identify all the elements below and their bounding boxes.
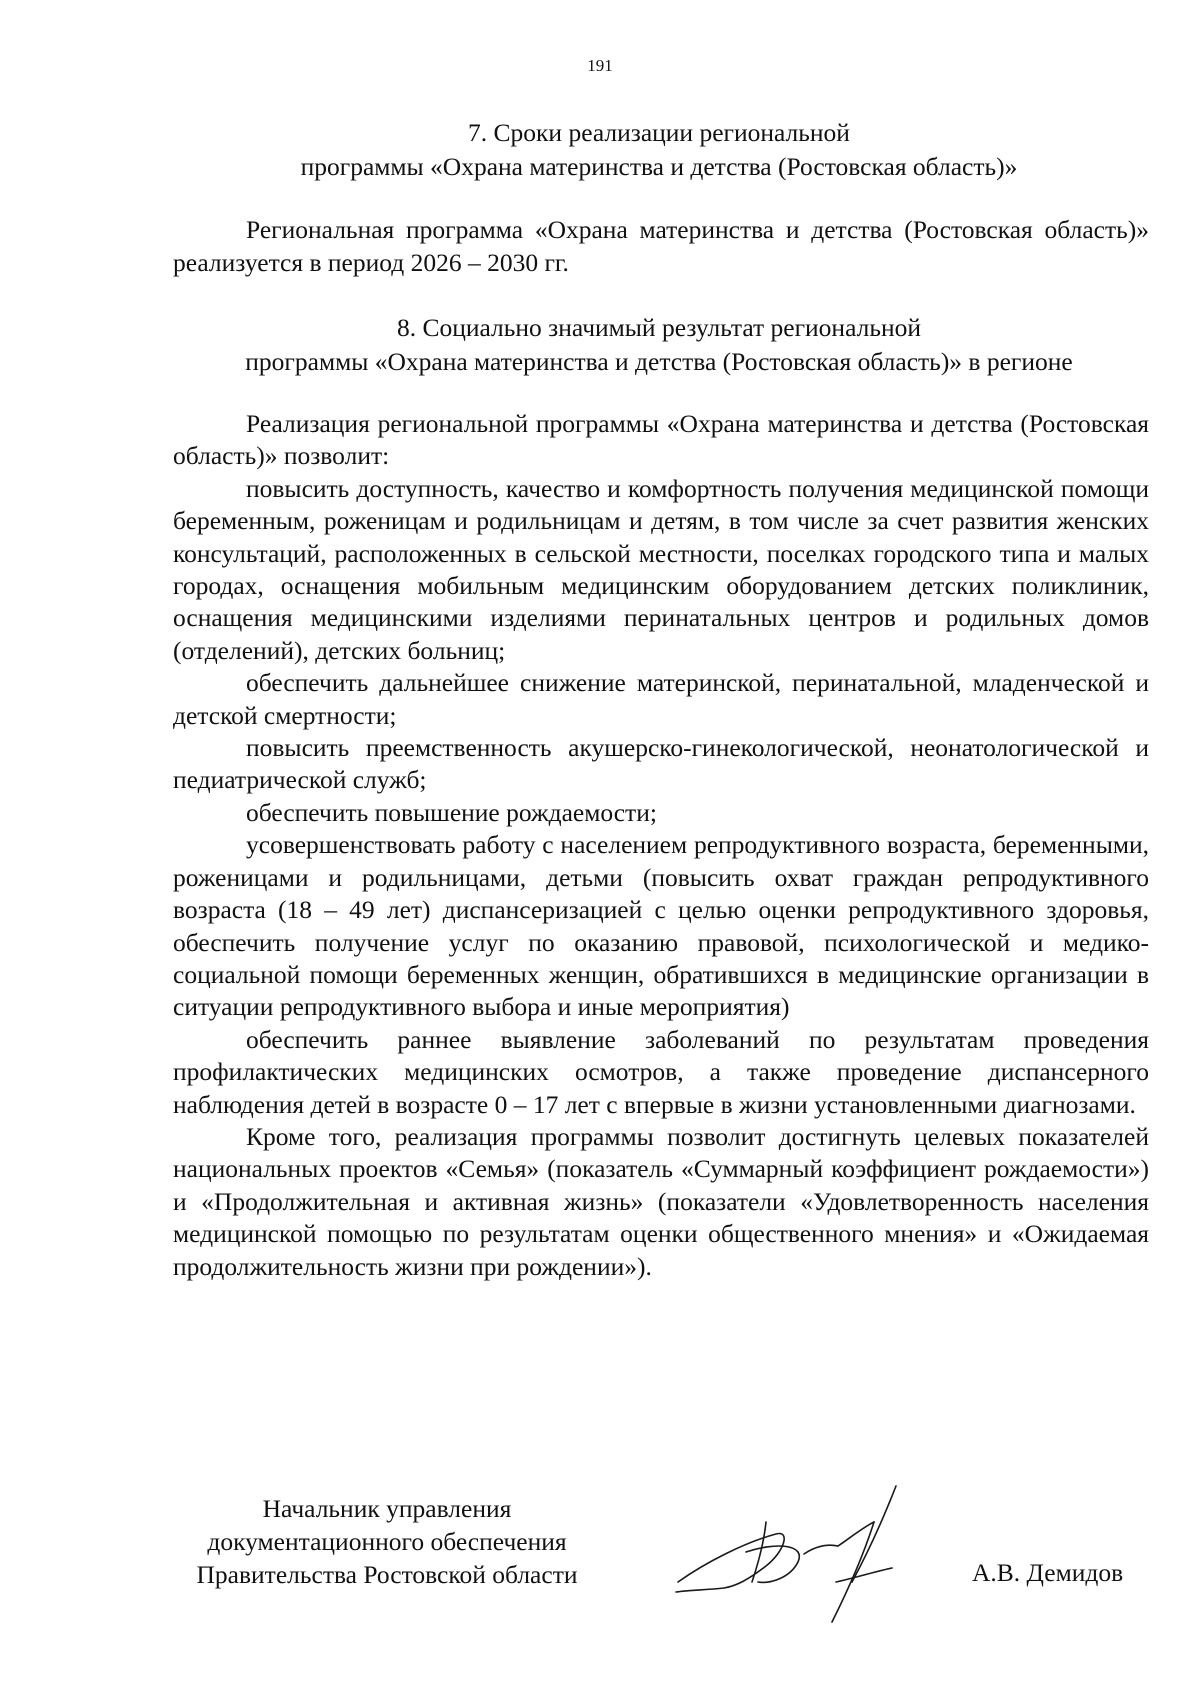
position-line-1: Начальник управления <box>262 1494 512 1523</box>
section-8-paragraph: повысить доступность, качество и комфортность получения медицинской помощи беременным, роженицам и родильницам и детям, в том числе за счет развития женских консультаций, расположенных в сельской местности, поселках городского типа и малых городах, оснащения мобильным медицинским оборудованием детских поликлиник, оснащения медицинскими изделиями перинатальных центров и родильных домов (отделений), детских больниц; <box>173 473 1149 665</box>
section-7-title-line-1: 7. Сроки реализации региональной <box>468 118 850 147</box>
section-8-body <box>173 408 1149 1283</box>
section-8-paragraph: Реализация региональной программы «Охрана материнства и детства (Ростовская область)» позволит: <box>173 409 1149 471</box>
section-8-paragraph: обеспечить дальнейшее снижение материнской, перинатальной, младенческой и детской смертности; <box>173 668 1149 730</box>
section-7-heading <box>170 116 1148 184</box>
section-7-paragraph: Региональная программа «Охрана материнства и детства (Ростовская область)» реализуется в период 2026 – 2030 гг. <box>173 215 1149 277</box>
signatory-position <box>173 1492 601 1591</box>
section-8-heading <box>170 311 1148 379</box>
position-line-2: документационного обеспечения <box>207 1527 567 1556</box>
section-7-body <box>173 213 1149 279</box>
signer-name: А.В. Демидов <box>972 1558 1124 1587</box>
section-8-paragraph: усовершенствовать работу с населением репродуктивного возраста, беременными, роженицами и родильницами, детьми (повысить охват граждан репродуктивного возраста (18 – 49 лет) диспансеризацией с целью оценки репродуктивного здоровья, обеспечить получение услуг по оказанию правовой, психологической и медико-социальной помощи беременных женщин, обратившихся в медицинские организации в ситуации репродуктивного выбора и иные мероприятия) <box>173 830 1149 1022</box>
section-8-paragraph: Кроме того, реализация программы позволит достигнуть целевых показателей национальных проектов «Семья» (показатель «Суммарный коэффициент рождаемости») и «Продолжительная и активная жизнь» (показатели «Удовлетворенность населения медицинской помощью по результатам оценки общественного мнения» и «Ожидаемая продолжительность жизни при рождении»). <box>173 1121 1149 1281</box>
section-8-paragraph: повысить преемственность акушерско-гинекологической, неонатологической и педиатрической служб; <box>173 733 1149 795</box>
section-8-paragraph: обеспечить повышение рождаемости; <box>246 797 657 827</box>
page-number: 191 <box>587 56 613 75</box>
section-8-title-line-1: 8. Социально значимый результат региональной <box>396 313 922 342</box>
section-8-title-line-2: программы «Охрана материнства и детства (Ростовская область)» в регионе <box>245 347 1073 376</box>
handwritten-signature <box>666 1482 956 1642</box>
position-line-3: Правительства Ростовской области <box>196 1560 578 1589</box>
section-8-paragraph: обеспечить раннее выявление заболеваний по результатам проведения профилактических медицинских осмотров, а также проведение диспансерного наблюдения детей в возрасте 0 – 17 лет с впервые в жизни установленными диагнозами. <box>173 1024 1149 1119</box>
section-7-title-line-2: программы «Охрана материнства и детства (Ростовская область)» <box>300 152 1018 181</box>
